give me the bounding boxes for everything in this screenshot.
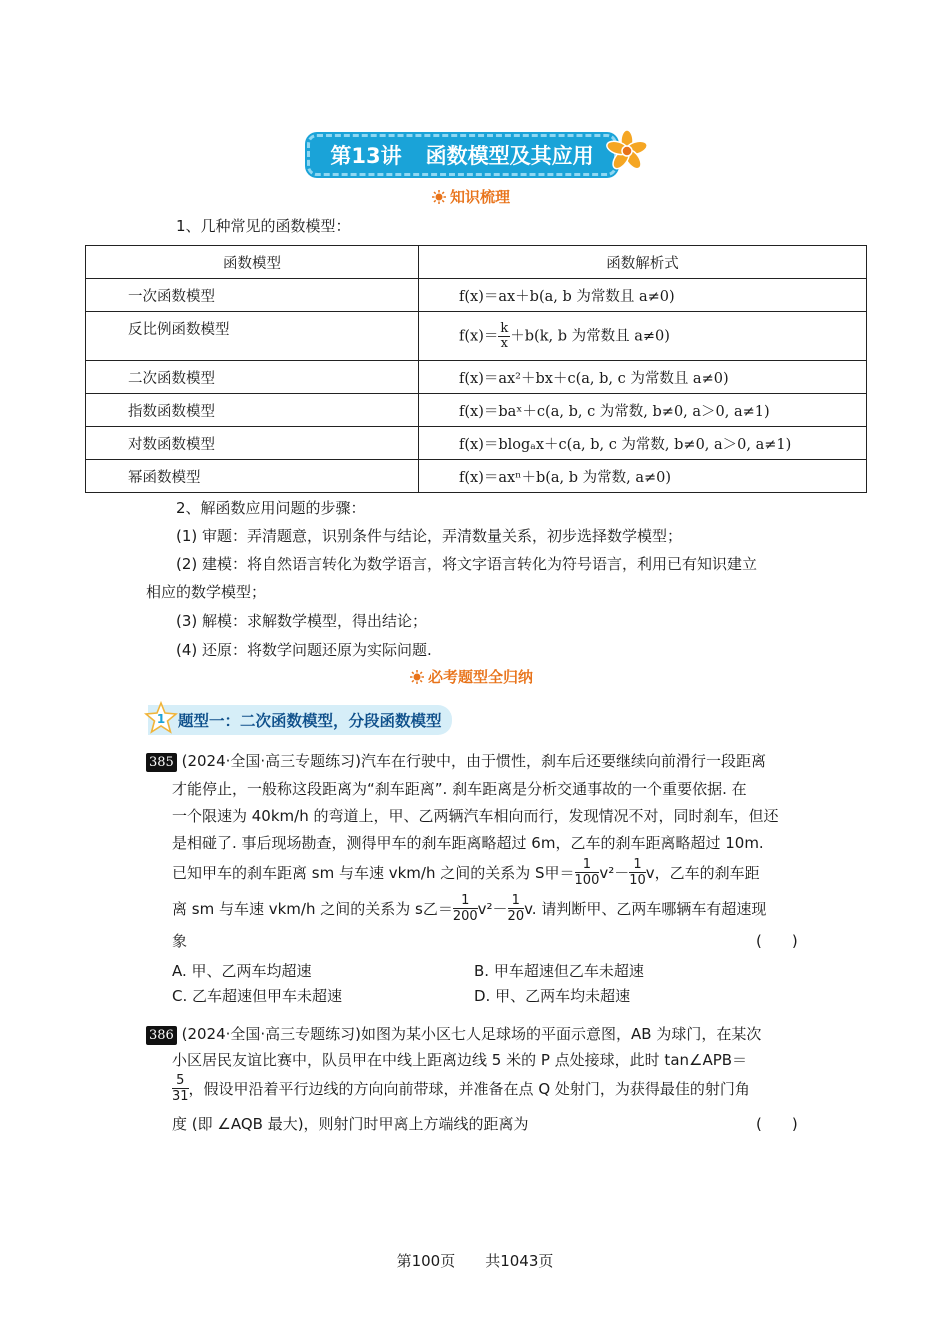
model-name: 幂函数模型 <box>86 460 419 493</box>
item-1-heading: 1、几种常见的函数模型： <box>176 217 351 235</box>
answer-bracket: ( ) <box>756 932 798 950</box>
model-formula: f(x)＝ax²＋bx＋c(a, b, c 为常数且 a≠0) <box>419 361 867 394</box>
question-number-badge: 385 <box>146 753 177 772</box>
model-name: 反比例函数模型 <box>86 312 419 361</box>
question-385-line-7: 象 <box>172 932 188 950</box>
fraction: 1 10 <box>629 857 646 888</box>
sun-icon <box>432 190 446 204</box>
function-model-table <box>85 245 867 493</box>
answer-bracket: ( ) <box>756 1115 798 1133</box>
table-row <box>86 460 867 493</box>
question-385-line-2: 才能停止，一般称这段距离为“刹车距离”. 刹车距离是分析交通事故的一个重要依据. 在 <box>172 780 747 798</box>
section-heading-knowledge: 知识梳理 <box>432 186 510 207</box>
table-row <box>86 312 867 361</box>
question-number-badge: 386 <box>146 1026 177 1045</box>
question-386-line-1: 386 (2024·全国·高三专题练习)如图为某小区七人足球场的平面示意图，AB 为球门，在某次 <box>146 1023 761 1045</box>
model-formula: f(x)＝ $\frac{k}{x}$ ＋b(k, b 为常数且 a≠0) <box>419 312 867 361</box>
question-385-line-3: 一个限速为 40km/h 的弯道上，甲、乙两辆汽车相向而行，发现情况不对，同时刹车，但还 <box>172 807 779 825</box>
step-2-line-2: 相应的数学模型； <box>146 583 267 601</box>
question-385-line-4: 是相碰了. 事后现场勘查，测得甲车的刹车距离略超过 6m，乙车的刹车距离略超过 10m. <box>172 834 764 852</box>
question-386-line-2: 小区居民友谊比赛中，队员甲在中线上距离边线 5 米的 P 点处接球，此时 tan∠APB＝ <box>172 1051 748 1069</box>
table-row <box>86 361 867 394</box>
step-1: (1) 审题：弄清题意，识别条件与结论，弄清数量关系，初步选择数学模型； <box>176 527 683 545</box>
page-footer: 第100页 共1043页 <box>396 1252 554 1270</box>
option-c[interactable]: C. 乙车超速但甲车未超速 <box>172 987 343 1005</box>
steps-heading: 2、解函数应用问题的步骤： <box>176 499 366 517</box>
table-row <box>86 394 867 427</box>
section-heading-question-types: 必考题型全归纳 <box>410 666 533 687</box>
model-name: 一次函数模型 <box>86 279 419 312</box>
model-formula: f(x)＝axⁿ＋b(a, b 为常数, a≠0) <box>419 460 867 493</box>
fraction-denominator: x <box>500 335 508 351</box>
lecture-title-banner <box>307 134 617 176</box>
table-header-row <box>86 246 867 279</box>
flower-icon <box>604 128 650 174</box>
star-number: 1 <box>156 712 166 726</box>
fraction-numerator: k <box>500 320 509 336</box>
table-row <box>86 279 867 312</box>
model-formula: f(x)＝blogₐx＋c(a, b, c 为常数, b≠0, a＞0, a≠1) <box>419 427 867 460</box>
model-name: 指数函数模型 <box>86 394 419 427</box>
question-386-line-4: 度 (即 ∠AQB 最大)，则射门时甲离上方端线的距离为 <box>172 1115 529 1133</box>
option-a[interactable]: A. 甲、乙两车均超速 <box>172 962 312 980</box>
fraction: 1 100 <box>574 857 600 888</box>
star-icon <box>144 701 178 735</box>
option-d[interactable]: D. 甲、乙两车均未超速 <box>474 987 631 1005</box>
model-name: 二次函数模型 <box>86 361 419 394</box>
question-type-label: 题型一：二次函数模型，分段函数模型 <box>178 712 442 730</box>
step-2-line-1: (2) 建模：将自然语言转化为数学语言，将文字语言转化为符号语言，利用已有知识建立 <box>176 555 758 573</box>
sun-icon <box>410 670 424 684</box>
column-header: 函数模型 <box>86 246 419 279</box>
question-385-line-5: 已知甲车的刹车距离 sm 与车速 vkm/h 之间的关系为 S甲＝ 1 100 v²－ 1 10 v，乙车的刹车距 <box>172 857 760 888</box>
model-name: 对数函数模型 <box>86 427 419 460</box>
lecture-topic: 函数模型及其应用 <box>425 144 594 168</box>
column-header: 函数解析式 <box>419 246 867 279</box>
question-385-line-6: 离 sm 与车速 vkm/h 之间的关系为 s乙＝ 1 200 v²－ 1 20 v. 请判断甲、乙两车哪辆车有超速现 <box>172 893 767 924</box>
lecture-number: 第13讲 <box>330 144 402 168</box>
question-385-line-1: 385 (2024·全国·高三专题练习)汽车在行驶中，由于惯性，刹车后还要继续向前滑行一段距离 <box>146 750 766 772</box>
fraction: 5 31 <box>172 1073 189 1104</box>
model-formula: f(x)＝baˣ＋c(a, b, c 为常数, b≠0, a＞0, a≠1) <box>419 394 867 427</box>
step-3: (3) 解模：求解数学模型，得出结论； <box>176 612 428 630</box>
question-type-badge <box>148 705 452 735</box>
step-4: (4) 还原：将数学问题还原为实际问题. <box>176 641 432 659</box>
question-386-line-3: 5 31 ，假设甲沿着平行边线的方向向前带球，并准备在点 Q 处射门，为获得最佳的射门角 <box>172 1073 750 1104</box>
fraction: 1 200 <box>452 893 478 924</box>
table-row <box>86 427 867 460</box>
model-formula: f(x)＝ax＋b(a, b 为常数且 a≠0) <box>419 279 867 312</box>
option-b[interactable]: B. 甲车超速但乙车未超速 <box>474 962 644 980</box>
fraction: 1 20 <box>507 893 525 924</box>
